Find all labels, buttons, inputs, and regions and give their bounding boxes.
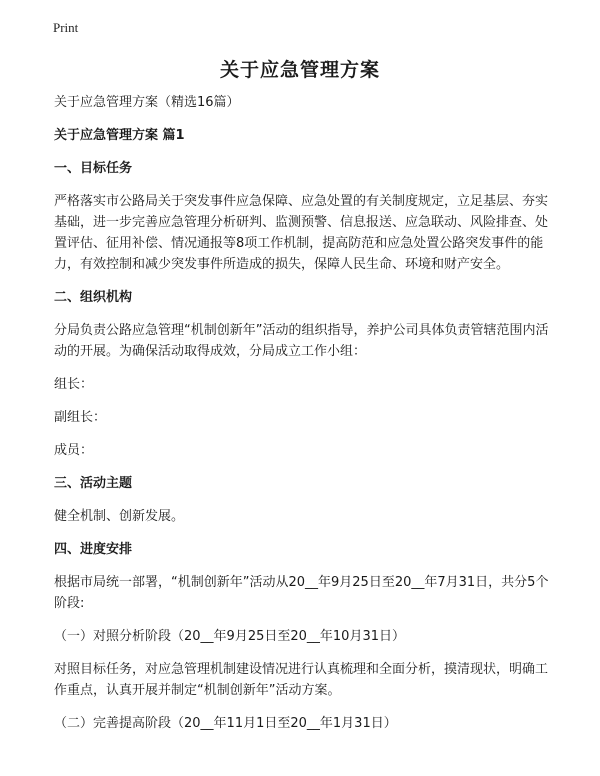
stage-one-line: （一）对照分析阶段（20__年9月25日至20__年10月31日）: [54, 629, 405, 644]
leader-line: 组长：: [54, 377, 94, 392]
heading-theme: 三、活动主题: [54, 476, 133, 491]
print-link[interactable]: Print: [53, 20, 79, 35]
paragraph-organization: 分局负责公路应急管理“机制创新年”活动的组织指导，养护公司具体负责管辖范围内活动的开展。为确保活动取得成效，分局成立工作小组：: [54, 323, 549, 359]
paragraph-stage-one: 对照目标任务，对应急管理机制建设情况进行认真梳理和全面分析，摸清现状，明确工作重点，认真开展并制定“机制创新年”活动方案。: [54, 662, 549, 698]
members-line: 成员：: [54, 443, 94, 458]
heading-goals: 一、目标任务: [54, 161, 133, 176]
deputy-leader-line: 副组长：: [54, 410, 107, 425]
heading-organization: 二、组织机构: [54, 290, 133, 305]
stage-two-line: （二）完善提高阶段（20__年11月1日至20__年1月31日）: [54, 716, 397, 731]
document-body: [54, 92, 554, 746]
page-title: 关于应急管理方案: [219, 59, 380, 81]
heading-schedule: 四、进度安排: [54, 542, 133, 557]
paragraph-theme: 健全机制、创新发展。: [54, 509, 185, 524]
paragraph-schedule: 根据市局统一部署，“机制创新年”活动从20__年9月25日至20__年7月31日，共分5个阶段:: [54, 575, 549, 611]
section-title: 关于应急管理方案 篇1: [54, 128, 185, 143]
paragraph-goals: 严格落实市公路局关于突发事件应急保障、应急处置的有关制度规定，立足基层、夯实基础，进一步完善应急管理分析研判、监测预警、信息报送、应急联动、风险排查、处置评估、征用补偿、情况通报等8项工作机制，提高防范和应急处置公路突发事件的能力，有效控制和减少突发事件所造成的损失，保障人民生命、环境和财产安全。: [54, 194, 549, 272]
document-subtitle: 关于应急管理方案（精选16篇）: [54, 95, 240, 110]
